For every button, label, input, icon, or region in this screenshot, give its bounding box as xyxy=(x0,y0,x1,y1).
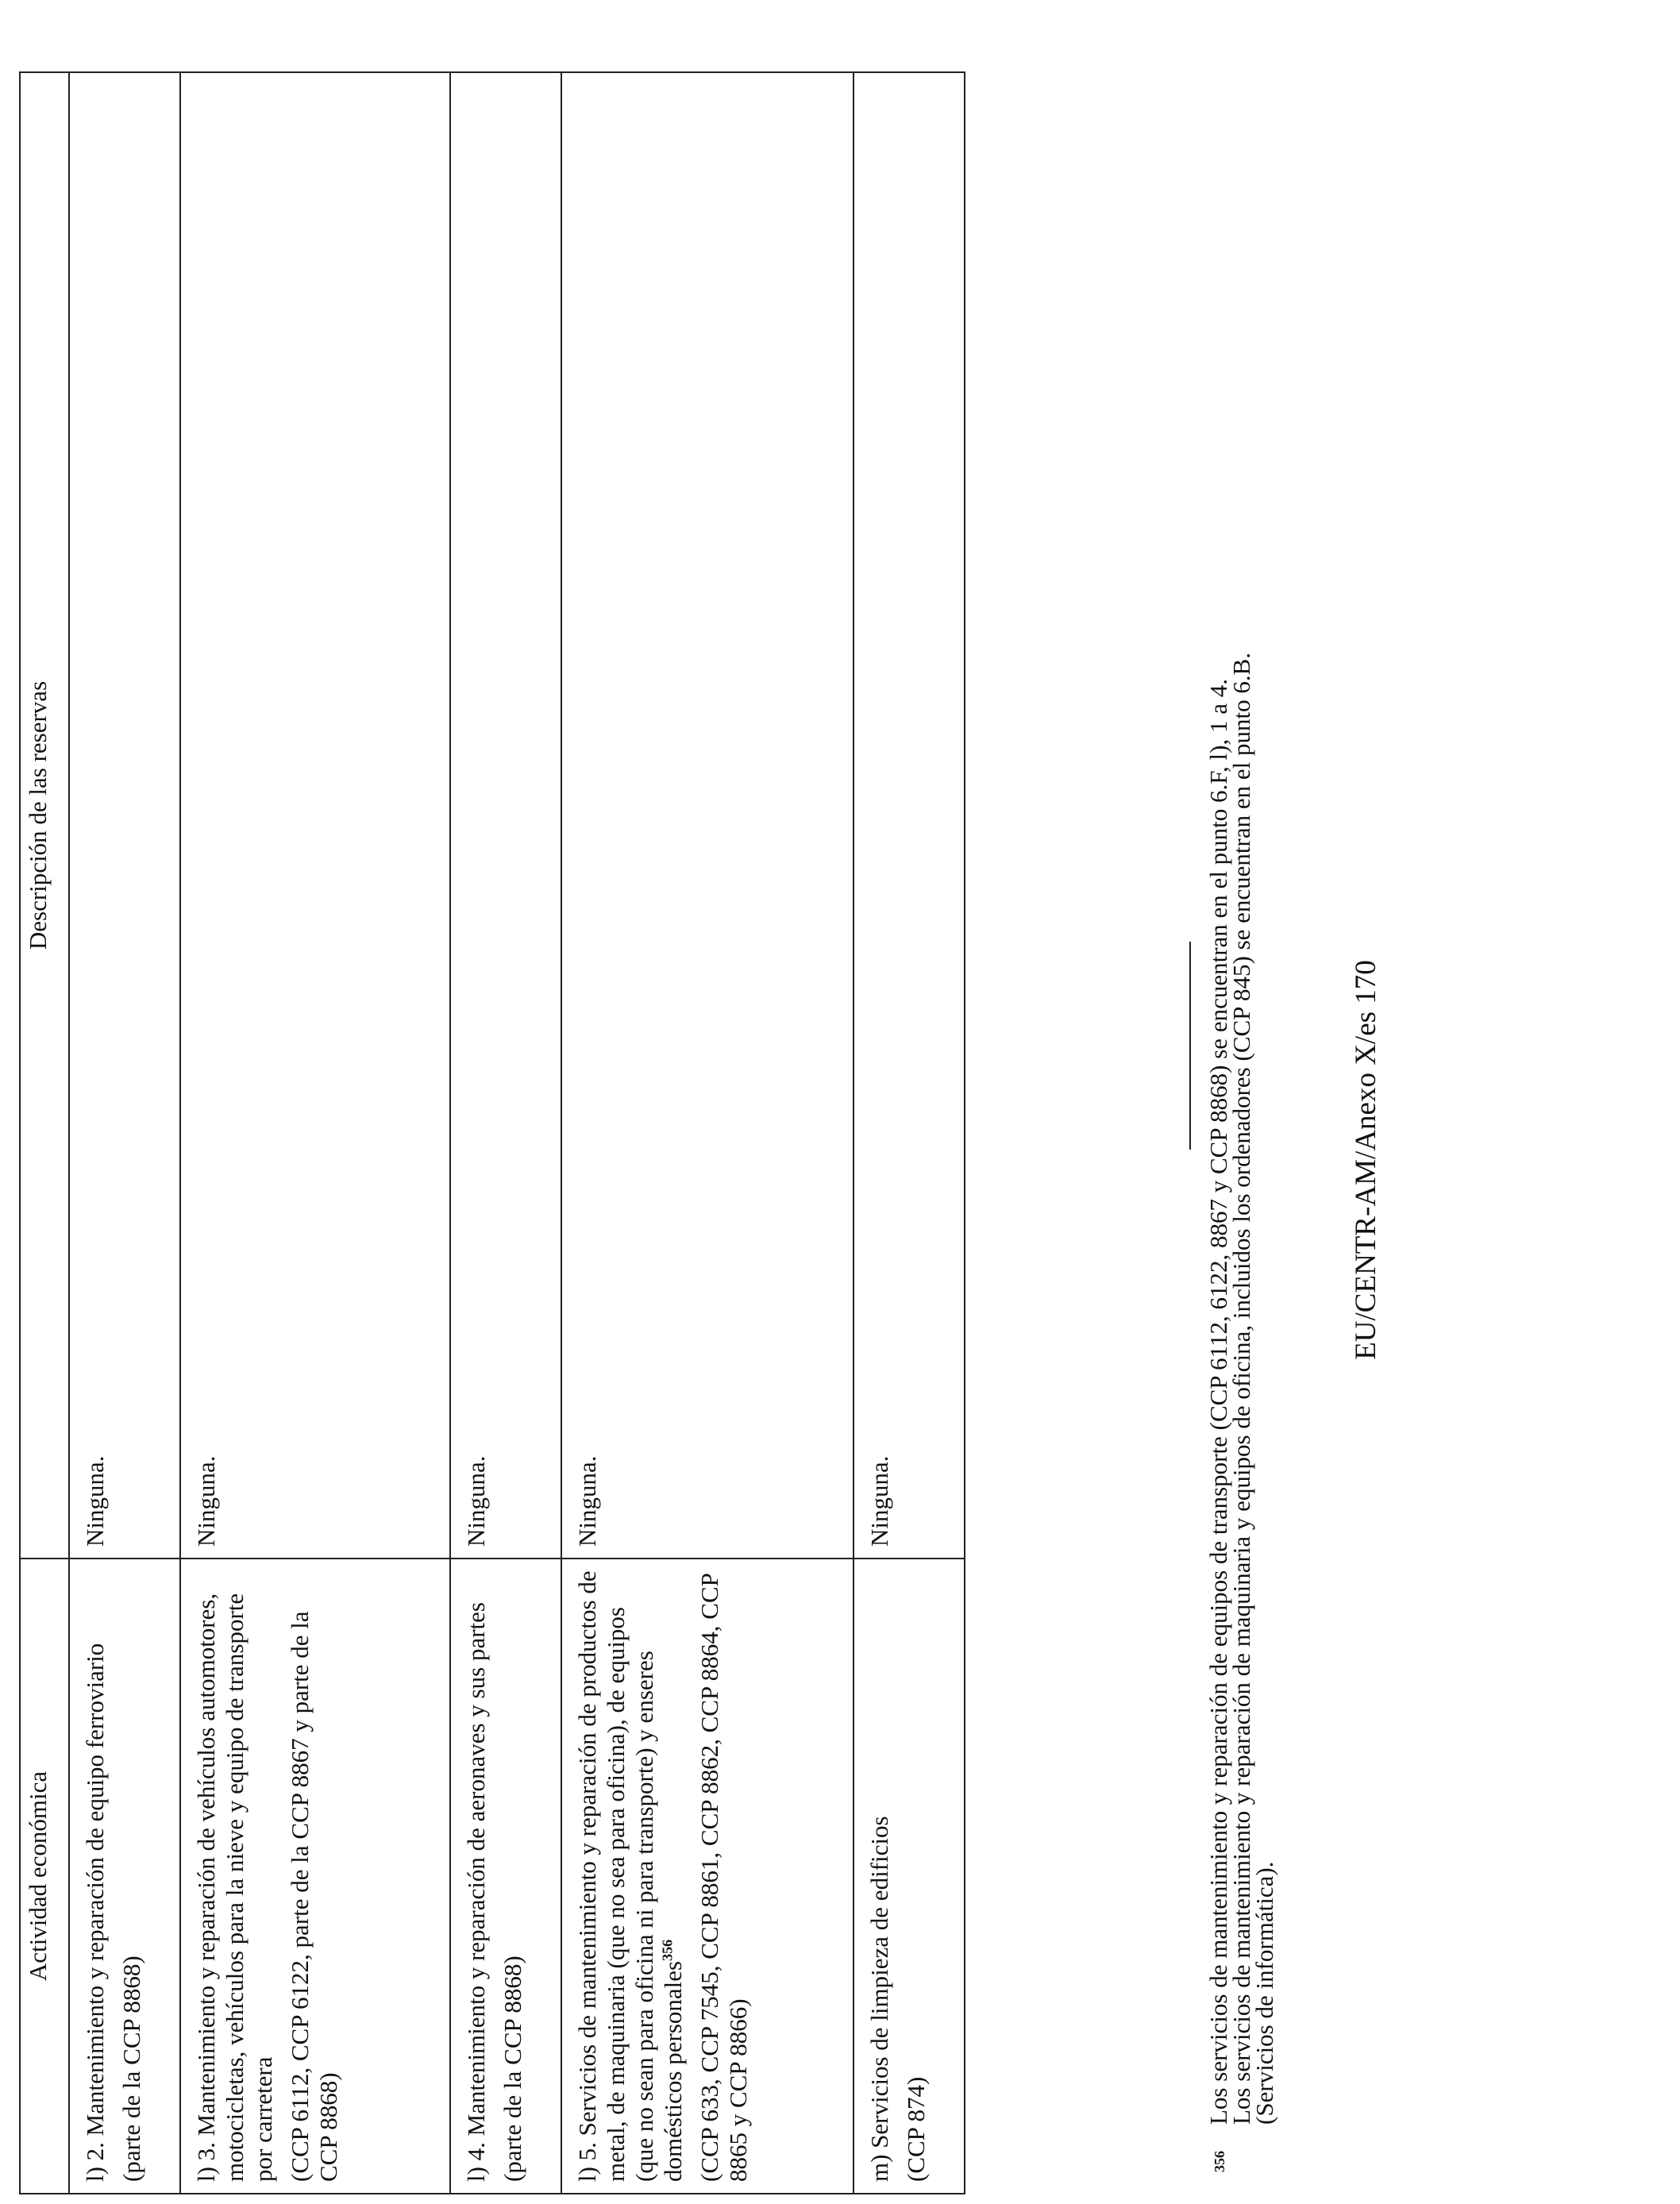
footnote xyxy=(1204,584,1278,2172)
activity-text: l) 3. Mantenimiento y reparación de vehículos automotores, motocicletas, vehículos para la nieve y equipo de transporte por carretera xyxy=(192,1593,277,2182)
reservation-cell: Ninguna. xyxy=(853,72,965,1559)
activity-text-content: l) 5. Servicios de mantenimiento y reparación de productos de metal, de maquinaria (que no sea para oficina), de equipos (que no sean para oficina ni para transporte) y enseres domésticos personales xyxy=(573,1570,687,2182)
reservation-cell: Ninguna. xyxy=(561,72,853,1559)
reservation-cell: Ninguna. xyxy=(180,72,450,1559)
reservation-cell: Ninguna. xyxy=(450,72,561,1559)
footnote-rule xyxy=(1189,942,1191,1150)
table-row xyxy=(561,72,853,2194)
footnote-number: 356 xyxy=(1212,2151,1227,2172)
activity-cell xyxy=(561,1559,853,2194)
activity-text xyxy=(573,1567,688,2182)
activity-code: (CCP 6112, CCP 6122, parte de la CCP 8867 y parte de la CCP 8868) xyxy=(286,1611,342,2182)
activity-cell xyxy=(853,1559,965,2194)
activity-text: l) 4. Mantenimiento y reparación de aeronaves y sus partes xyxy=(462,1602,490,2182)
header-activity: Actividad económica xyxy=(20,1559,69,2194)
table-row xyxy=(450,72,561,2194)
footnote-line: Los servicios de mantenimiento y reparación de equipos de transporte (CCP 6112, 6122, 8867 y CCP 8868) se encuentran en el punto 6.F, l), 1 a 4. xyxy=(1204,679,1232,2125)
page-reference: EU/CENTR-AM/Anexo X/es 170 xyxy=(1350,960,1382,1360)
reservations-table xyxy=(19,71,965,2194)
activity-text: m) Servicios de limpieza de edificios xyxy=(865,1816,893,2182)
activity-code: (parte de la CCP 8868) xyxy=(118,1955,145,2182)
reservation-cell: Ninguna. xyxy=(69,72,180,1559)
table-row xyxy=(180,72,450,2194)
footnote-line: Los servicios de mantenimiento y reparación de maquinaria y equipos de oficina, incluidos los ordenadores (CCP 845) se encuentran en el punto 6.B. (Servicios de informática). xyxy=(1227,652,1278,2125)
table-row xyxy=(853,72,965,2194)
activity-cell xyxy=(69,1559,180,2194)
activity-code: (CCP 874) xyxy=(902,2076,930,2182)
table-row xyxy=(69,72,180,2194)
table-header-row xyxy=(20,72,69,2194)
activity-code: (CCP 633, CCP 7545, CCP 8861, CCP 8862, CCP 8864, CCP 8865 y CCP 8866) xyxy=(696,1574,752,2182)
footnote-ref: 356 xyxy=(659,1939,676,1961)
activity-text: l) 2. Mantenimiento y reparación de equipo ferroviario xyxy=(81,1643,109,2182)
header-reservations: Descripción de las reservas xyxy=(20,72,69,1559)
footnote-body xyxy=(1204,584,1278,2125)
activity-cell xyxy=(180,1559,450,2194)
activity-code: (parte de la CCP 8868) xyxy=(499,1955,526,2182)
activity-cell xyxy=(450,1559,561,2194)
